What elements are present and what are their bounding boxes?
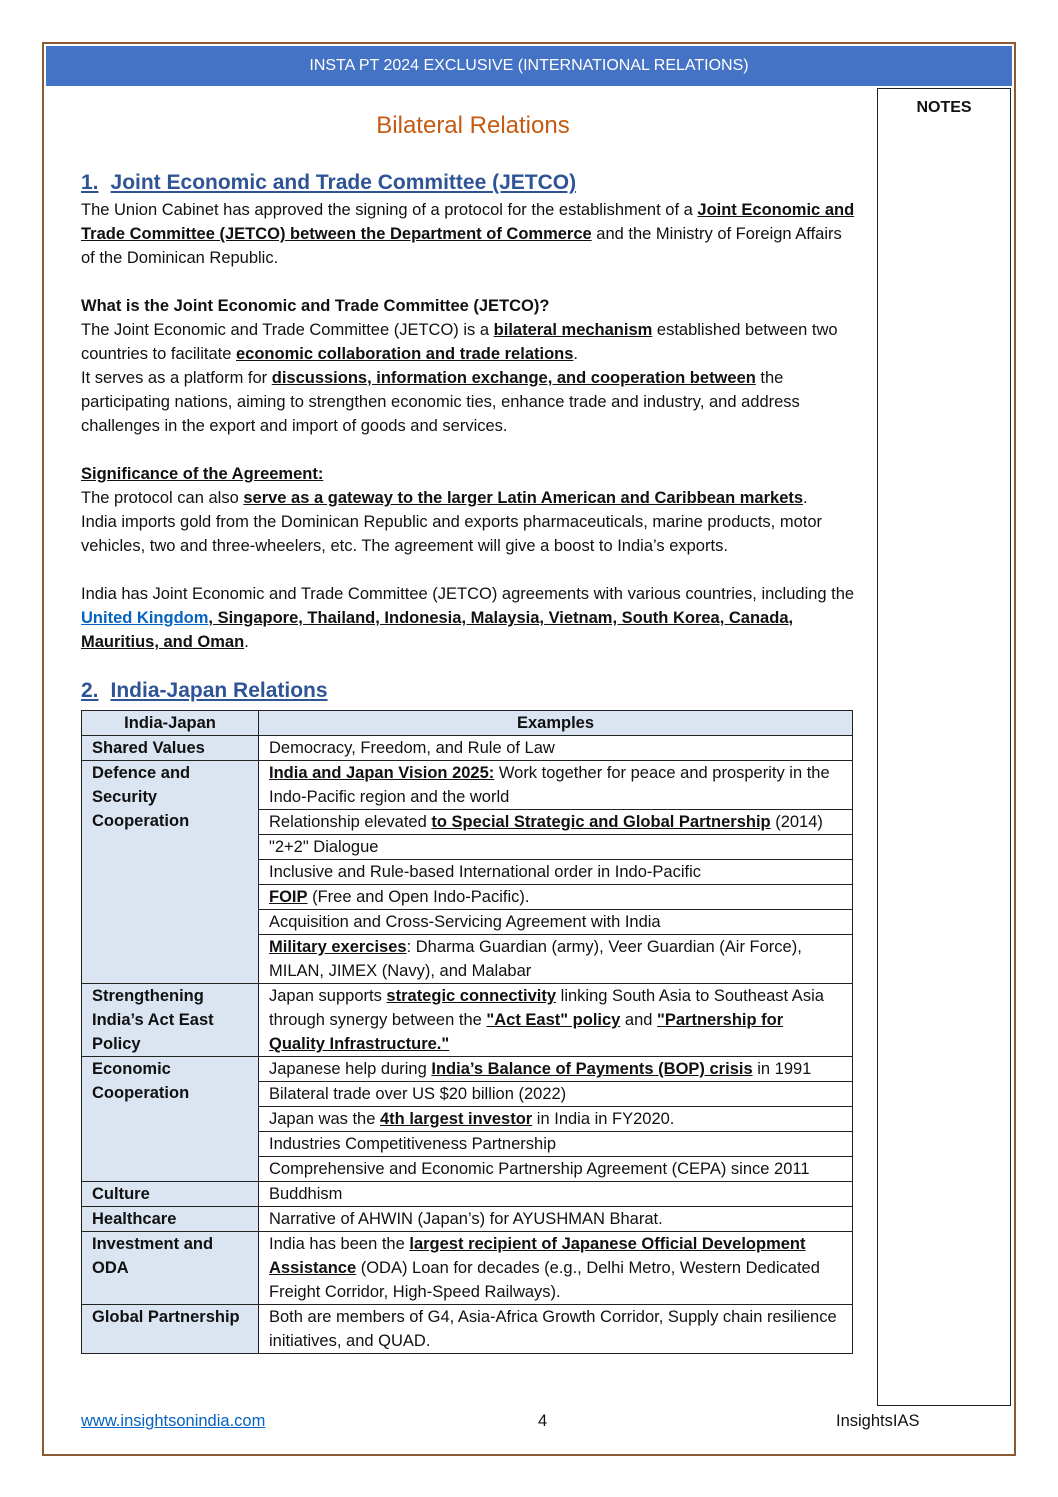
main-content — [81, 168, 856, 1354]
page-number: 4 — [538, 1412, 548, 1430]
category-cell: Shared Values — [82, 736, 259, 761]
example-cell: Japanese help during India’s Balance of Payments (BOP) crisis in 1991 — [259, 1057, 853, 1082]
example-cell: FOIP (Free and Open Indo-Pacific). — [259, 885, 853, 910]
example-cell: Inclusive and Rule-based International order in Indo-Pacific — [259, 860, 853, 885]
category-cell: Economic Cooperation — [82, 1057, 259, 1182]
united-kingdom-link[interactable]: United Kingdom — [81, 609, 209, 627]
example-cell: Bilateral trade over US $20 billion (2022) — [259, 1082, 853, 1107]
paragraph: India imports gold from the Dominican Republic and exports pharmaceuticals, marine products, motor vehicles, two and three-wheelers, etc. The agreement will give a boost to India’s exports. — [81, 513, 823, 555]
example-cell: "2+2" Dialogue — [259, 835, 853, 860]
significance-heading: Significance of the Agreement: — [81, 465, 324, 483]
paragraph: It serves as a platform for discussions, information exchange, and cooperation between the participating nations, aiming to strengthen economic ties, enhance trade and industry, and address challenges in the export and import of goods and services. — [81, 369, 800, 435]
table-row — [82, 1232, 853, 1305]
table-row — [82, 736, 853, 761]
category-cell: Defence and Security Cooperation — [82, 761, 259, 984]
website-link[interactable]: www.insightsonindia.com — [81, 1412, 266, 1430]
example-cell: Industries Competitiveness Partnership — [259, 1132, 853, 1157]
example-cell: Japan was the 4th largest investor in India in FY2020. — [259, 1107, 853, 1132]
example-cell: Narrative of AHWIN (Japan’s) for AYUSHMAN Bharat. — [259, 1207, 853, 1232]
table-row — [82, 1182, 853, 1207]
example-cell: Buddhism — [259, 1182, 853, 1207]
example-cell: India and Japan Vision 2025: Work together for peace and prosperity in the Indo-Pacific region and the world — [259, 761, 853, 810]
example-cell: Acquisition and Cross-Servicing Agreement with India — [259, 910, 853, 935]
example-cell: India has been the largest recipient of Japanese Official Development Assistance (ODA) Loan for decades (e.g., Delhi Metro, Western Dedicated Freight Corridor, High-Speed Railways). — [259, 1232, 853, 1305]
example-cell: Both are members of G4, Asia-Africa Growth Corridor, Supply chain resilience initiatives, and QUAD. — [259, 1305, 853, 1354]
paragraph: India has Joint Economic and Trade Committee (JETCO) agreements with various countries, including the United Kingdom, Singapore, Thailand, Indonesia, Malaysia, Vietnam, South Korea, Canada, Mauritius, and Oman. — [81, 585, 855, 651]
paragraph: The Union Cabinet has approved the signing of a protocol for the establishment of a Joint Economic and Trade Committee (JETCO) between the Department of Commerce and the Ministry of Foreign Affairs of the Dominican Republic. — [81, 201, 855, 267]
table-row — [82, 1305, 853, 1354]
header-bar — [46, 46, 1012, 86]
category-cell: Culture — [82, 1182, 259, 1207]
example-cell: Military exercises: Dharma Guardian (army), Veer Guardian (Air Force), MILAN, JIMEX (Navy), and Malabar — [259, 935, 853, 984]
table-row — [82, 1207, 853, 1232]
table-row — [82, 984, 853, 1057]
example-cell: Democracy, Freedom, and Rule of Law — [259, 736, 853, 761]
paragraph: The Joint Economic and Trade Committee (JETCO) is a bilateral mechanism established between two countries to facilitate economic collaboration and trade relations. — [81, 321, 838, 363]
category-cell: Investment and ODA — [82, 1232, 259, 1305]
page-title: Bilateral Relations — [376, 112, 570, 139]
section-2-heading: 2. India-Japan Relations — [81, 679, 328, 702]
header-title: INSTA PT 2024 EXCLUSIVE (INTERNATIONAL RELATIONS) — [309, 57, 749, 74]
table-row — [82, 761, 853, 810]
india-japan-table — [81, 710, 853, 1354]
example-cell: Japan supports strategic connectivity linking South Asia to Southeast Asia through synergy between the "Act East" policy and "Partnership for Quality Infrastructure." — [259, 984, 853, 1057]
category-cell: Global Partnership — [82, 1305, 259, 1354]
category-cell: Healthcare — [82, 1207, 259, 1232]
notes-box — [877, 88, 1011, 1406]
table-row — [82, 1057, 853, 1082]
example-cell: Relationship elevated to Special Strategic and Global Partnership (2014) — [259, 810, 853, 835]
notes-title: NOTES — [916, 99, 972, 116]
category-cell: Strengthening India’s Act East Policy — [82, 984, 259, 1057]
example-cell: Comprehensive and Economic Partnership Agreement (CEPA) since 2011 — [259, 1157, 853, 1182]
section-1-heading: 1. Joint Economic and Trade Committee (JETCO) — [81, 171, 577, 194]
table-header: Examples — [259, 711, 853, 736]
table-header: India-Japan — [82, 711, 259, 736]
paragraph: The protocol can also serve as a gateway to the larger Latin American and Caribbean markets. — [81, 489, 808, 507]
question-heading: What is the Joint Economic and Trade Committee (JETCO)? — [81, 297, 550, 315]
brand-name: InsightsIAS — [836, 1412, 920, 1430]
